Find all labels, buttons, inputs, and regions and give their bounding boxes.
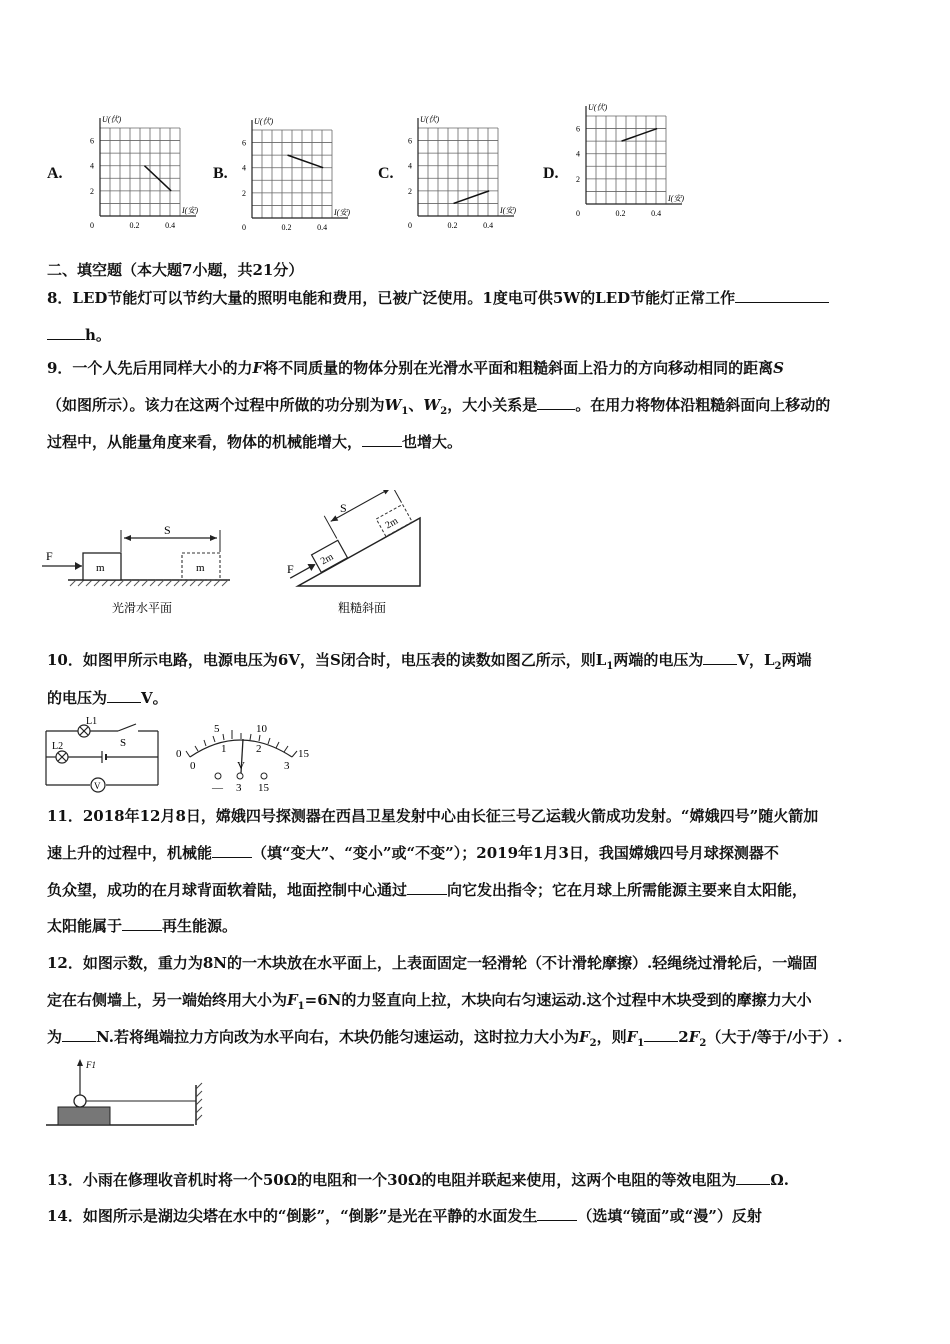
y-tick-label: 6: [408, 136, 412, 146]
i-axis-label: I(安): [182, 206, 198, 215]
q9-text-e: 。在用力将物体沿粗糙斜面向上移动的: [575, 396, 831, 414]
force-label-left: F: [46, 549, 53, 563]
option-b-label: B.: [213, 165, 228, 182]
top-scale-0: 0: [176, 748, 182, 760]
q12-text-a: 定在右侧墙上，另一端始终用大小为: [47, 991, 288, 1009]
q12-figure: [44, 1055, 214, 1135]
q11-line4: [47, 916, 237, 936]
q11-text-c: 负众望，成功的在月球背面软着陆，地面控制中心通过: [47, 881, 408, 899]
q9-blank-b[interactable]: [362, 432, 402, 447]
smooth-plane-diagram: [42, 523, 230, 615]
pull-arrow-icon: [77, 1059, 83, 1066]
q12-f2-symbol: F: [579, 1028, 590, 1046]
q12-line1: 12．如图示数，重力为8N的一木块放在水平面上，上表面固定一轻滑轮（不计滑轮摩擦）.轻绳绕过滑轮后，一端固: [47, 954, 818, 972]
pulley-icon: [74, 1095, 86, 1107]
y-tick-label: 2: [242, 188, 246, 198]
q10-text-c: V，L: [737, 651, 775, 669]
q9-text-g: 也增大。: [402, 433, 463, 451]
q10-text-b: 两端的电压为: [613, 651, 704, 669]
q10-sub-1: 1: [606, 661, 614, 672]
q9-w-symbol-2: W: [423, 396, 441, 414]
q9-distance-symbol: S: [773, 359, 784, 377]
ui-line: [454, 191, 490, 204]
switch-label: S: [120, 737, 127, 749]
x-tick-label: 0.2: [615, 209, 626, 218]
q11-text-d: 向它发出指令；它在月球上所需能源主要来自太阳能，: [447, 881, 808, 899]
y-tick-label: 4: [576, 149, 580, 159]
q8-line1: [47, 288, 829, 308]
q11-text-f: 再生能源。: [162, 917, 238, 935]
y-tick-label: 6: [576, 124, 580, 134]
q12-text-g: （大于/等于/小于）.: [706, 1028, 843, 1046]
x-tick-label: 0.2: [281, 223, 292, 232]
q9-w-sub-2: 2: [440, 406, 448, 417]
q9-text-d: ，大小关系是: [447, 396, 538, 414]
q11-line3: [47, 880, 807, 900]
x-tick-label: 0: [576, 209, 580, 218]
q12-f1-symbol: F: [287, 991, 298, 1009]
y-tick-label: 4: [242, 163, 246, 173]
q13-text-b: Ω.: [770, 1171, 789, 1189]
q9-text-b: 将不同质量的物体分别在光滑水平面和粗糙斜面上沿力的方向移动相同的距离: [263, 359, 774, 377]
q8-text: 8．LED节能灯可以节约大量的照明电能和费用，已被广泛使用。1度电可供5W的LED节能灯正常工作: [47, 289, 736, 307]
bottom-scale-1: 1: [221, 743, 227, 755]
wood-block: [58, 1107, 110, 1125]
q12-text-e: ，则: [596, 1028, 627, 1046]
f1-label: F1: [86, 1060, 96, 1070]
q9-w-sub-1: 1: [401, 406, 409, 417]
terminal-15: 15: [258, 782, 269, 794]
option-b-graph: [232, 110, 357, 235]
y-tick-label: 6: [90, 136, 94, 146]
voltmeter-symbol: V: [94, 781, 101, 791]
terminal-3: 3: [236, 782, 242, 794]
x-tick-label: 0.2: [447, 221, 458, 230]
block-m-moved-label: m: [196, 562, 205, 574]
ui-line: [288, 155, 324, 168]
q11-text-a: 速上升的过程中，机械能: [47, 844, 213, 862]
q12-text-c: 为: [47, 1028, 63, 1046]
y-tick-label: 4: [408, 161, 412, 171]
q9-line1: [47, 358, 784, 378]
i-axis-label: I(安): [668, 194, 684, 203]
option-d-graph: [566, 96, 701, 221]
q12-f2-sub: 2: [589, 1038, 597, 1049]
u-axis-label: U(伏): [254, 117, 274, 126]
q9-line2: [47, 395, 830, 422]
q9-text-a: 9．一个人先后用同样大小的力: [47, 359, 253, 377]
q8-suffix: h。: [85, 326, 111, 344]
q12-f1-symbol-b: F: [626, 1028, 638, 1046]
rough-incline-caption: 粗糙斜面: [338, 601, 387, 615]
u-axis-label: U(伏): [588, 103, 608, 112]
meter-unit-label: V: [237, 760, 245, 772]
x-tick-label: 0.4: [317, 223, 328, 232]
y-tick-label: 2: [408, 186, 412, 196]
q10-text-f: V。: [141, 689, 168, 707]
q11-blank-a[interactable]: [212, 843, 252, 858]
q10-blank-a[interactable]: [703, 650, 737, 665]
q10-sub-2: 2: [774, 661, 782, 672]
section-title: 二、填空题（本大题7小题，共21分）: [47, 261, 304, 279]
top-scale-5: 5: [214, 723, 220, 735]
y-tick-label: 2: [576, 174, 580, 184]
x-tick-label: 0: [408, 221, 412, 230]
q11-text-b: （填“变大”、“变小”或“不变”）；2019年1月3日，我国嫦娥四号月球探测器不: [252, 844, 779, 862]
q12-blank-a[interactable]: [62, 1027, 96, 1042]
q9-line3: [47, 432, 462, 452]
q9-blank-a[interactable]: [537, 395, 575, 410]
q11-blank-c[interactable]: [122, 916, 162, 931]
q13-line1: [47, 1170, 789, 1190]
x-tick-label: 0.4: [165, 221, 176, 230]
circuit-diagram: [46, 724, 158, 792]
top-scale-15: 15: [298, 748, 309, 760]
terminal-neg: —: [212, 782, 223, 794]
x-tick-label: 0.4: [651, 209, 662, 218]
q10-blank-b[interactable]: [107, 688, 141, 703]
q12-line2: [47, 990, 812, 1017]
q8-line2: [47, 325, 111, 345]
q12-text-b: =6N的力竖直向上拉，木块向右匀速运动.这个过程中木块受到的摩擦力大小: [304, 991, 812, 1009]
option-c-label: C.: [378, 165, 394, 182]
q10-text-e: 的电压为: [47, 689, 108, 707]
q12-blank-b[interactable]: [644, 1027, 678, 1042]
q9-force-symbol: F: [252, 359, 264, 377]
q10-figure: [40, 715, 330, 795]
y-tick-label: 2: [90, 186, 94, 196]
q12-text-d: N.若将绳端拉力方向改为水平向右，木块仍能匀速运动，这时拉力大小为: [96, 1028, 579, 1046]
q10-line2: [47, 688, 168, 708]
q9-text-c: （如图所示）。该力在这两个过程中所做的功分别为: [47, 396, 385, 414]
q12-line3: [47, 1027, 843, 1054]
q14-blank[interactable]: [537, 1206, 577, 1221]
q10-text-d: 两端: [781, 651, 812, 669]
q12-f1-sub: 1: [297, 1001, 305, 1012]
y-tick-label: 4: [90, 161, 94, 171]
force-arrow-icon: [75, 562, 82, 570]
q9-figure: [40, 490, 440, 620]
x-tick-label: 0.2: [129, 221, 140, 230]
y-tick-label: 6: [242, 138, 246, 148]
q11-line2: [47, 843, 779, 863]
force-label-right: F: [287, 562, 294, 576]
q8-blank-b[interactable]: [47, 325, 85, 340]
u-axis-label: U(伏): [420, 115, 440, 124]
distance-label-left: S: [164, 523, 171, 537]
block-2m-label: 2m: [318, 551, 336, 568]
u-axis-label: U(伏): [102, 115, 122, 124]
bottom-scale-0: 0: [190, 760, 196, 772]
bottom-scale-2: 2: [256, 743, 262, 755]
x-tick-label: 0.4: [483, 221, 494, 230]
lamp-l1-label: L1: [86, 716, 98, 727]
voltmeter-dial: [176, 723, 310, 794]
q10-line1: [47, 650, 812, 677]
ui-line: [622, 129, 658, 142]
q11-line1: 11．2018年12月8日，嫦娥四号探测器在西昌卫星发射中心由长征三号乙运载火箭成功发射。“嫦娥四号”随火箭加: [47, 807, 819, 825]
top-scale-10: 10: [256, 723, 267, 735]
option-d-label: D.: [543, 165, 559, 182]
q9-w-symbol-1: W: [384, 396, 402, 414]
q12-f1-sub-b: 1: [637, 1038, 645, 1049]
q14-text-b: （选填“镜面”或“漫”）反射: [577, 1207, 762, 1225]
q9-text-f: 过程中，从能量角度来看，物体的机械能增大，: [47, 433, 363, 451]
option-a-graph: [80, 108, 205, 233]
option-a-label: A.: [47, 165, 63, 182]
rough-incline-diagram: [272, 490, 420, 615]
q9-separator: 、: [408, 396, 424, 414]
distance-label-right: S: [340, 501, 347, 515]
smooth-plane-caption: 光滑水平面: [112, 601, 173, 615]
q11-blank-b[interactable]: [407, 880, 447, 895]
q11-text-e: 太阳能属于: [47, 917, 123, 935]
i-axis-label: I(安): [334, 208, 350, 217]
i-axis-label: I(安): [500, 206, 516, 215]
q14-line1: [47, 1206, 762, 1226]
x-tick-label: 0: [90, 221, 94, 230]
block-m-label: m: [96, 562, 105, 574]
x-tick-label: 0: [242, 223, 246, 232]
option-c-graph: [398, 108, 523, 233]
q10-text-a: 10．如图甲所示电路，电源电压为6V，当S闭合时，电压表的读数如图乙所示，则L: [47, 651, 607, 669]
bottom-scale-3: 3: [284, 760, 290, 772]
q13-blank[interactable]: [736, 1170, 770, 1185]
q13-text-a: 13．小雨在修理收音机时将一个50Ω的电阻和一个30Ω的电阻并联起来使用，这两个电阻的等效电阻为: [47, 1171, 737, 1189]
q12-f2-symbol-b: F: [688, 1028, 700, 1046]
q8-blank-a[interactable]: [735, 288, 829, 303]
block-2m-moved-label: 2m: [383, 515, 401, 532]
q14-text-a: 14．如图所示是湖边尖塔在水中的“倒影”，“倒影”是光在平静的水面发生: [47, 1207, 538, 1225]
q12-text-f: 2: [678, 1028, 689, 1046]
lamp-l2-label: L2: [52, 741, 64, 752]
q12-f2-sub-b: 2: [699, 1038, 707, 1049]
